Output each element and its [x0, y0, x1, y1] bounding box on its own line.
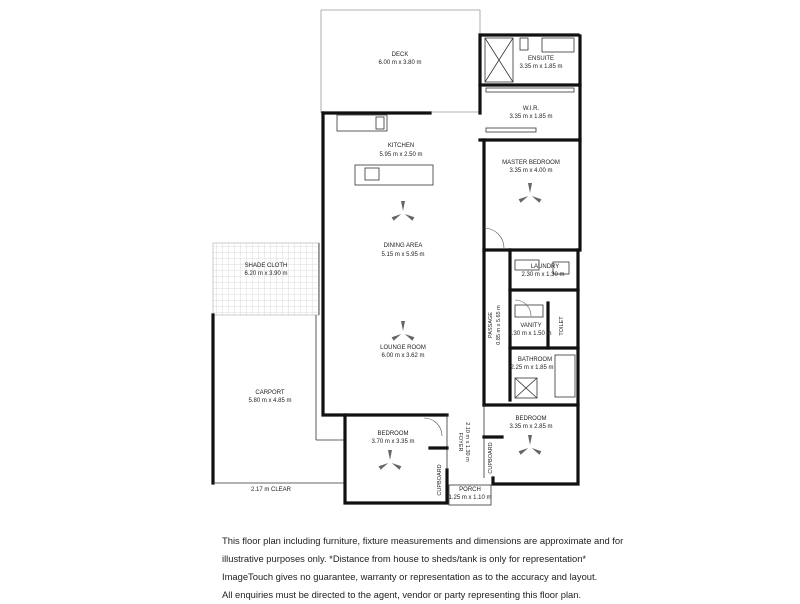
bathroom-label: BATHROOM [517, 357, 553, 363]
cupboard-left-label: CUPBOARD [437, 464, 443, 496]
disclaimer-line-2: illustrative purposes only. *Distance from house to sheds/tank is only for representation* [222, 553, 587, 564]
porch-label: PORCH [459, 487, 481, 493]
wir-label: W.I.R. [522, 106, 540, 112]
porch-dims: 1.25 m x 1.10 m [448, 495, 492, 501]
kitchen-label: KITCHEN [387, 143, 415, 149]
disclaimer-line-4: All enquiries must be directed to the agent, vendor or party representing this floor plan. [222, 589, 582, 600]
shade-cloth-label: SHADE CLOTH [244, 263, 288, 269]
disclaimer-line-3: ImageTouch gives no guarantee, warranty or representation as to the accuracy and layout. [222, 571, 598, 582]
passage-dims: 0.85 m x 5.65 m [496, 305, 502, 345]
vanity-label: VANITY [520, 323, 542, 329]
bedroom-2-label: BEDROOM [377, 431, 409, 437]
shade-cloth-dims: 6.20 m x 3.90 m [244, 271, 288, 277]
laundry-label: LAUNDRY [530, 264, 560, 270]
master-bedroom-dims: 3.35 m x 4.00 m [509, 168, 553, 174]
carport-clearance-label: 2.17 m CLEAR [250, 487, 292, 493]
kitchen-dims: 5.95 m x 2.50 m [379, 152, 423, 158]
dining-area-dims: 5.15 m x 5.95 m [381, 252, 425, 258]
cupboard-right-label: CUPBOARD [488, 442, 494, 474]
master-bedroom-label: MASTER BEDROOM [502, 160, 560, 166]
bathroom-dims: 2.25 m x 1.85 m [510, 365, 554, 371]
lounge-room-dims: 6.00 m x 3.62 m [381, 353, 425, 359]
carport-dims: 5.80 m x 4.85 m [248, 398, 292, 404]
dining-area-label: DINING AREA [383, 243, 423, 249]
disclaimer [222, 532, 624, 604]
ensuite-dims: 3.35 m x 1.85 m [519, 64, 563, 70]
wir-dims: 3.35 m x 1.85 m [509, 114, 553, 120]
deck-label: DECK [391, 52, 409, 58]
foyer-dims: 2.10 m x 1.30 m [464, 422, 470, 462]
shade-cloth-area [213, 243, 319, 315]
disclaimer-line-1: This floor plan including furniture, fixture measurements and dimensions are approximate and for [222, 535, 624, 546]
laundry-dims: 2.30 m x 1.30 m [521, 272, 565, 278]
bedroom-3-label: BEDROOM [515, 416, 547, 422]
carport-label: CARPORT [255, 390, 285, 396]
ensuite-label: ENSUITE [527, 56, 555, 62]
deck-dims: 6.00 m x 3.80 m [378, 60, 422, 66]
bedroom-2-dims: 3.70 m x 3.35 m [371, 439, 415, 445]
toilet-label: TOILET [559, 316, 565, 336]
foyer-label: FOYER [457, 432, 463, 452]
bedroom-3-dims: 3.35 m x 2.85 m [509, 424, 553, 430]
vanity-dims: 1.30 m x 1.50 m [508, 331, 552, 337]
lounge-room-label: LOUNGE ROOM [380, 345, 426, 351]
bathroom-fixtures [515, 260, 575, 398]
kitchen-fixtures [337, 115, 433, 185]
passage-label: PASSAGE [488, 312, 494, 338]
